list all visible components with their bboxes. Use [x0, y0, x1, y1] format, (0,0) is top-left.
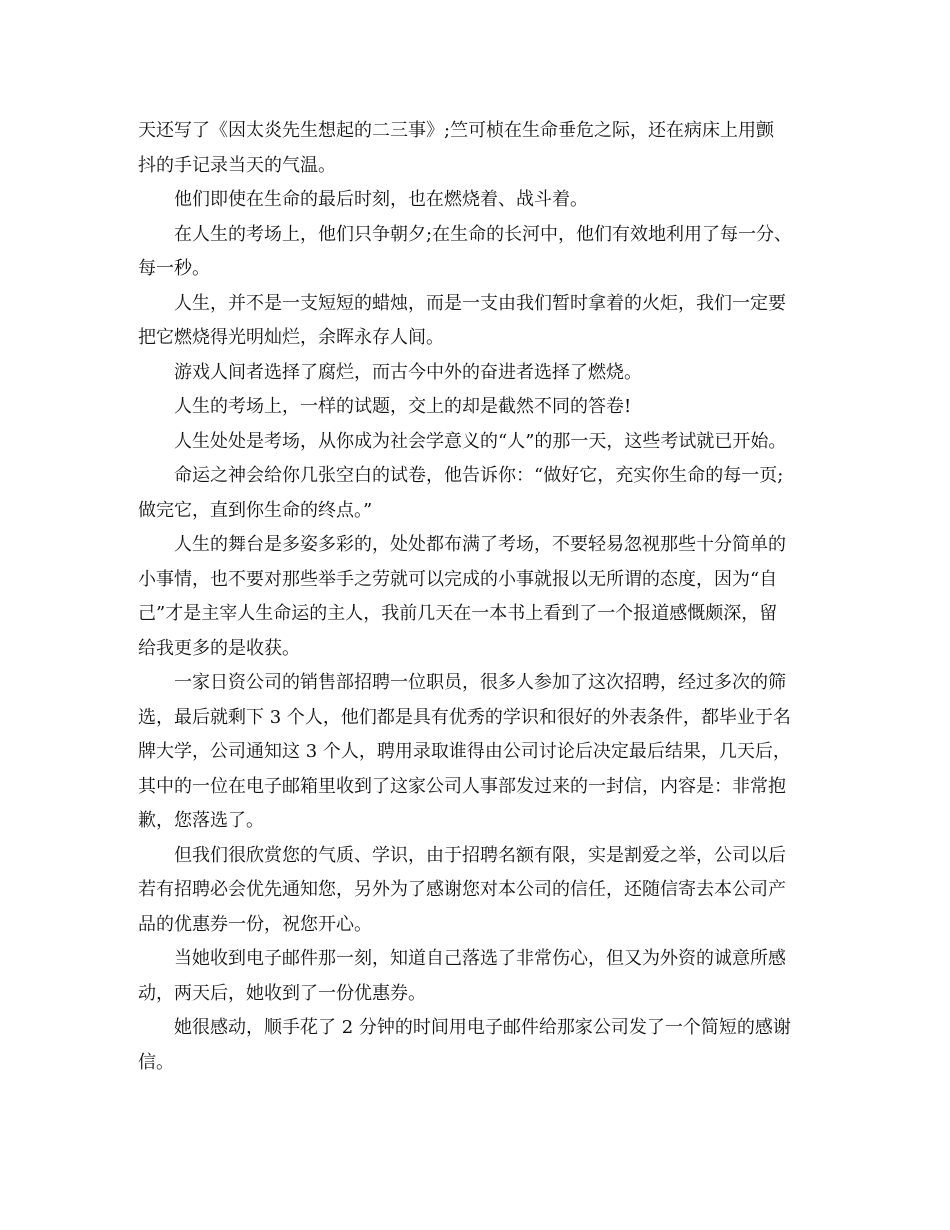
text-line: 抖的手记录当天的气温。	[138, 154, 336, 176]
text-line: 把它燃烧得光明灿烂，余晖永存人间。	[138, 327, 444, 348]
text-line: 给我更多的是收获。	[138, 637, 300, 659]
text-line: 天还写了《因太炎先生想起的二三事》;竺可桢在生命垂危之际，还在病床上用颤	[138, 120, 775, 141]
text-line: 若有招聘必会优先通知您，另外为了感谢您对本公司的信任，还随信寄去本公司产	[138, 879, 786, 900]
document-page	[138, 114, 818, 1080]
text-line: 动，两天后，她收到了一份优惠券。	[138, 982, 426, 1004]
text-line: 选，最后就剩下 3 个人，他们都是具有优秀的学识和很好的外表条件，都毕业于名	[138, 706, 791, 728]
text-line: 她很感动，顺手花了 2 分钟的时间用电子邮件给那家公司发了一个简短的感谢	[174, 1017, 791, 1038]
text-line: 歉，您落选了。	[138, 810, 264, 831]
text-line: 己”才是主宰人生命运的主人，我前几天在一本书上看到了一个报道感慨颇深，留	[138, 603, 778, 624]
text-line: 其中的一位在电子邮箱里收到了这家公司人事部发过来的一封信，内容是：非常抱	[138, 775, 786, 797]
text-line: 人生，并不是一支短短的蜡烛，而是一支由我们暂时拿着的火炬，我们一定要	[174, 292, 786, 314]
document-body	[138, 114, 818, 1080]
text-line: 人生处处是考场，从你成为社会学意义的“人”的那一天，这些考试就已开始。	[174, 430, 787, 452]
text-line: 每一秒。	[138, 258, 210, 279]
text-line: 牌大学，公司通知这 3 个人，聘用录取谁得由公司讨论后决定最后结果，几天后，	[138, 741, 791, 762]
text-line: 游戏人间者选择了腐烂，而古今中外的奋进者选择了燃烧。	[174, 361, 642, 383]
text-line: 一家日资公司的销售部招聘一位职员，很多人参加了这次招聘，经过多次的筛	[174, 672, 786, 693]
text-line: 小事情，也不要对那些举手之劳就可以完成的小事就报以无所谓的态度，因为“自	[138, 568, 778, 590]
text-line: 命运之神会给你几张空白的试卷，他告诉你：“做好它，充实你生命的每一页;	[174, 465, 784, 486]
text-line: 他们即使在生命的最后时刻，也在燃烧着、战斗着。	[174, 189, 588, 210]
text-line: 品的优惠券一份，祝您开心。	[138, 913, 372, 935]
text-line: 在人生的考场上，他们只争朝夕;在生命的长河中，他们有效地利用了每一分、	[174, 223, 793, 245]
text-line: 人生的舞台是多姿多彩的，处处都布满了考场，不要轻易忽视那些十分简单的	[174, 534, 786, 555]
text-line: 人生的考场上，一样的试题，交上的却是截然不同的答卷!	[174, 396, 632, 417]
text-line: 当她收到电子邮件那一刻，知道自己落选了非常伤心，但又为外资的诚意所感	[174, 948, 786, 969]
text-line: 但我们很欣赏您的气质、学识，由于招聘名额有限，实是割爱之举，公司以后	[174, 844, 786, 866]
text-line: 信。	[138, 1051, 174, 1073]
text-line: 做完它，直到你生命的终点。”	[138, 499, 373, 521]
